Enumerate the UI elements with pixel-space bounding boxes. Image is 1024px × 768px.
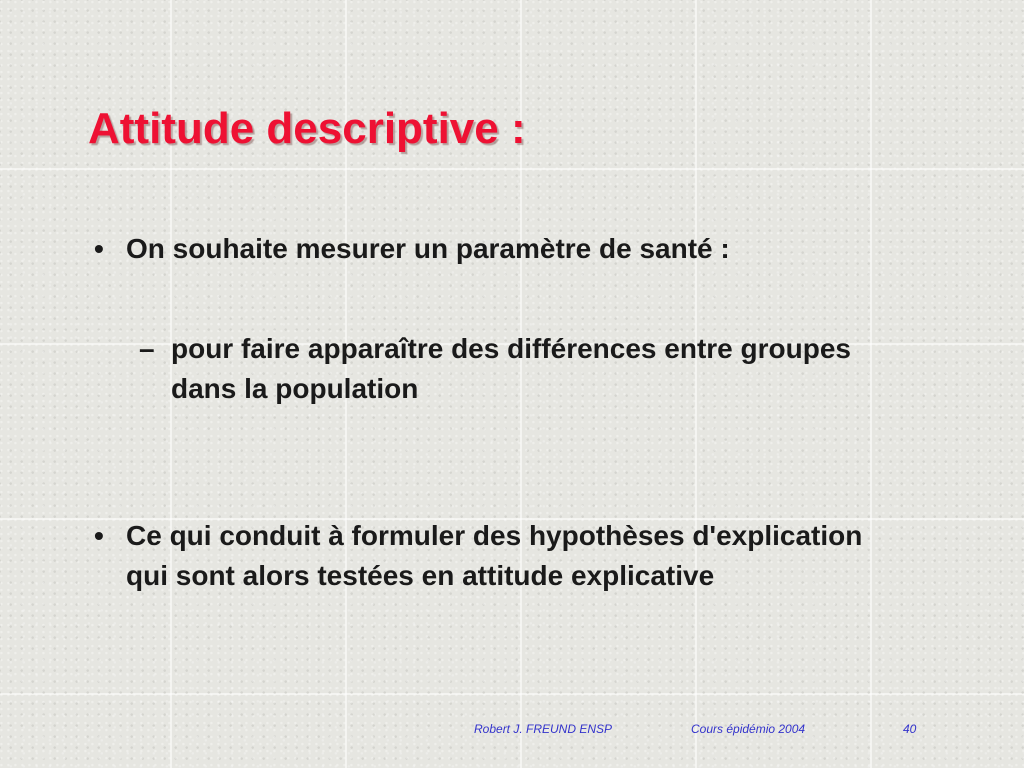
bullet-marker: •	[94, 520, 104, 551]
bullet-item	[94, 516, 896, 596]
footer-author: Robert J. FREUND ENSP	[474, 722, 613, 736]
bullet-marker: •	[94, 233, 104, 264]
bullet-text: Ce qui conduit à formuler des hypothèses d'explication qui sont alors testées en attitude explicative	[126, 520, 863, 591]
bullet-item	[94, 229, 886, 269]
slide-title: Attitude descriptive :	[88, 104, 526, 153]
dash-marker: –	[139, 333, 155, 364]
sub-bullet-text: pour faire apparaître des différences entre groupes dans la population	[171, 333, 851, 404]
sub-bullet-item	[139, 329, 891, 409]
footer-page-number: 40	[903, 722, 917, 736]
footer-course: Cours épidémio 2004	[691, 722, 806, 736]
bullet-text: On souhaite mesurer un paramètre de santé :	[126, 233, 730, 264]
